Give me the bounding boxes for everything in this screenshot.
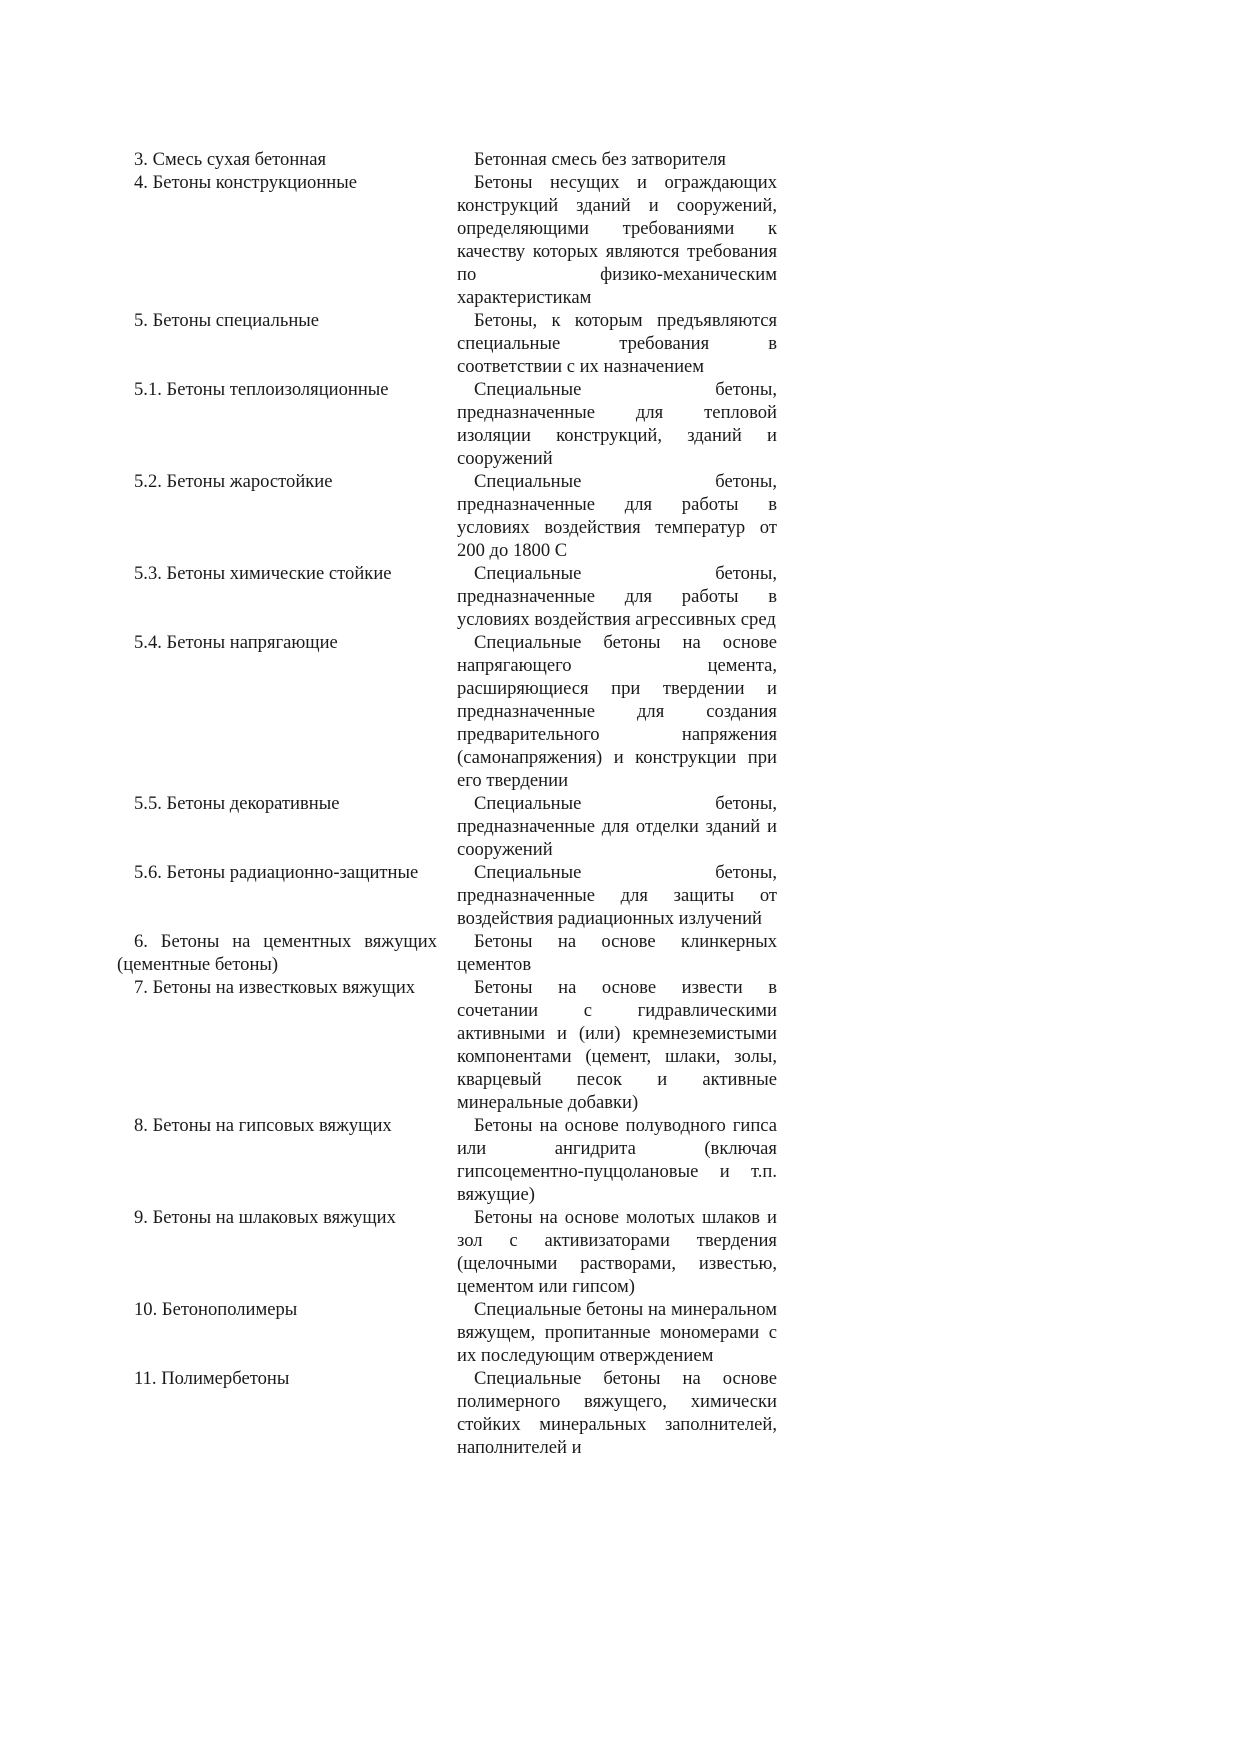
term-cell: 8. Бетоны на гипсовых вяжущих bbox=[134, 1115, 392, 1136]
definition-cell: Специальные бетоны на минеральном вяжущем, пропитанные мономерами с их последующим отверждением bbox=[457, 1299, 777, 1366]
term-cell: 5. Бетоны специальные bbox=[134, 310, 320, 331]
table-row bbox=[117, 171, 777, 309]
definition-cell: Бетоны несущих и ограждающих конструкций зданий и сооружений, определяющими требованиями к качеству которых являются требования по физико-механическим характеристикам bbox=[457, 172, 777, 308]
table-row bbox=[117, 930, 777, 976]
table-row bbox=[117, 1367, 777, 1459]
definition-cell: Специальные бетоны на основе напрягающего цемента, расширяющиеся при твердении и предназначенные для создания предварительного напряжения (самонапряжения) и конструкции при его твердении bbox=[457, 632, 777, 791]
term-cell: 4. Бетоны конструкционные bbox=[134, 172, 357, 193]
term-cell: 5.4. Бетоны напрягающие bbox=[134, 632, 338, 653]
definition-cell: Бетонная смесь без затворителя bbox=[474, 149, 726, 170]
definition-cell: Специальные бетоны, предназначенные для защиты от воздействия радиационных излучений bbox=[457, 862, 777, 929]
table-row bbox=[117, 1206, 777, 1298]
term-cell: 11. Полимербетоны bbox=[134, 1368, 290, 1389]
table-row bbox=[117, 976, 777, 1114]
table-row bbox=[117, 309, 777, 378]
term-cell: 3. Смесь сухая бетонная bbox=[134, 149, 327, 170]
definition-cell: Бетоны на основе полуводного гипса или ангидрита (включая гипсоцементно-пуццолановые и т.п. вяжущие) bbox=[457, 1115, 777, 1205]
term-cell: 6. Бетоны на цементных вяжущих (цементные бетоны) bbox=[117, 931, 437, 975]
table-row bbox=[117, 1114, 777, 1206]
definition-cell: Бетоны на основе клинкерных цементов bbox=[457, 931, 777, 975]
table-row bbox=[117, 470, 777, 562]
definition-cell: Специальные бетоны на основе полимерного вяжущего, химически стойких минеральных заполнителей, наполнителей и bbox=[457, 1368, 777, 1458]
definition-cell: Специальные бетоны, предназначенные для работы в условиях воздействия температур от 200 до 1800 С bbox=[457, 471, 777, 561]
definition-cell: Бетоны на основе молотых шлаков и зол с активизаторами твердения (щелочными растворами, известью, цементом или гипсом) bbox=[457, 1207, 777, 1297]
definition-cell: Специальные бетоны, предназначенные для тепловой изоляции конструкций, зданий и сооружений bbox=[457, 379, 777, 469]
table-row bbox=[117, 1298, 777, 1367]
terms-table bbox=[117, 148, 777, 1459]
table-row bbox=[117, 148, 777, 171]
definition-cell: Бетоны на основе извести в сочетании с гидравлическими активными и (или) кремнеземистыми компонентами (цемент, шлаки, золы, кварцевый песок и активные минеральные добавки) bbox=[457, 977, 777, 1113]
term-cell: 5.3. Бетоны химические стойкие bbox=[134, 563, 392, 584]
table-row bbox=[117, 378, 777, 470]
term-cell: 5.5. Бетоны декоративные bbox=[134, 793, 340, 814]
table-row bbox=[117, 631, 777, 792]
definition-cell: Специальные бетоны, предназначенные для отделки зданий и сооружений bbox=[457, 793, 777, 860]
term-cell: 10. Бетонополимеры bbox=[134, 1299, 298, 1320]
table-row bbox=[117, 562, 777, 631]
definition-cell: Бетоны, к которым предъявляются специальные требования в соответствии с их назначением bbox=[457, 310, 777, 377]
term-cell: 7. Бетоны на известковых вяжущих bbox=[134, 977, 416, 998]
term-cell: 5.1. Бетоны теплоизоляционные bbox=[134, 379, 389, 400]
table-row bbox=[117, 861, 777, 930]
definition-cell: Специальные бетоны, предназначенные для работы в условиях воздействия агрессивных сред bbox=[457, 563, 777, 630]
term-cell: 5.6. Бетоны радиационно-защитные bbox=[134, 862, 419, 883]
term-cell: 9. Бетоны на шлаковых вяжущих bbox=[134, 1207, 396, 1228]
term-cell: 5.2. Бетоны жаростойкие bbox=[134, 471, 333, 492]
table-row bbox=[117, 792, 777, 861]
